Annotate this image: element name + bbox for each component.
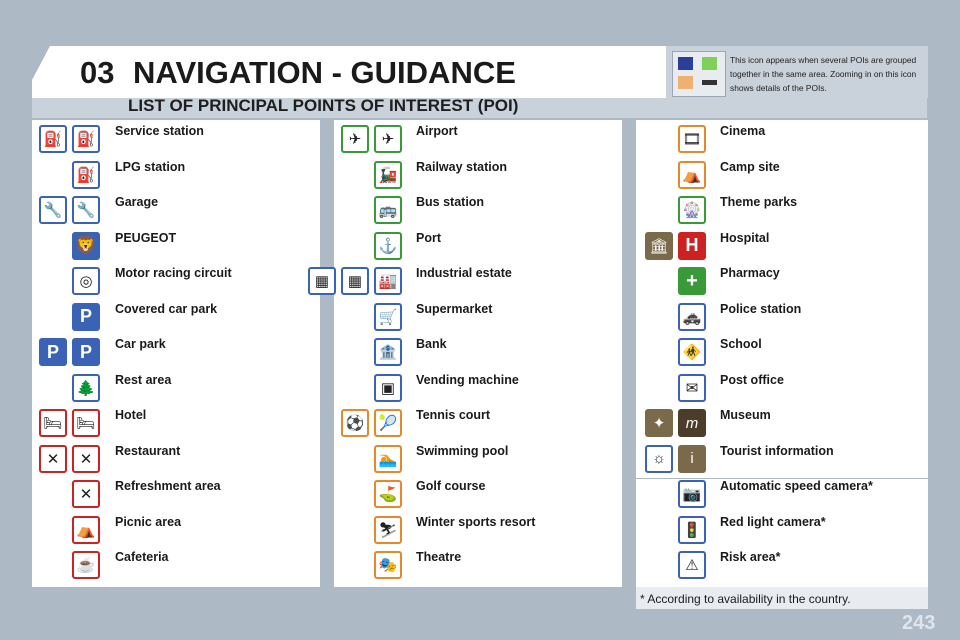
- parking-icon: P: [39, 338, 67, 366]
- poi-row: [32, 443, 320, 479]
- poi-label: LPG station: [115, 159, 186, 174]
- poi-row: [636, 549, 928, 585]
- plane-icon: ✈: [374, 125, 402, 153]
- poi-label: Tourist information: [720, 443, 834, 458]
- cluster-note-text: This icon appears when several POIs are grouped together in the same area. Zooming in on this icon shows details of the POIs.: [730, 55, 917, 93]
- coffee-cup-icon: ☕: [72, 551, 100, 579]
- poi-row: [636, 301, 928, 337]
- poi-label: Theme parks: [720, 195, 798, 209]
- poi-row: [32, 478, 320, 514]
- poi-column-3: [636, 120, 928, 587]
- poi-row: [32, 230, 320, 266]
- poi-row: [32, 336, 320, 372]
- poi-label: Railway station: [416, 159, 507, 174]
- poi-row: [334, 407, 622, 443]
- traffic-light-camera-icon: 🚦: [678, 516, 706, 544]
- poi-label: Car park: [115, 337, 166, 351]
- poi-row: [636, 443, 928, 479]
- poi-label: Pharmacy: [720, 266, 780, 280]
- poi-row: [636, 265, 928, 301]
- poi-row: [334, 514, 622, 550]
- footnote: * According to availability in the country.: [640, 592, 851, 606]
- camp-site-icon: ⛺: [678, 161, 706, 189]
- poi-label: Supermarket: [416, 301, 493, 316]
- poi-label: Hospital: [720, 230, 770, 245]
- poi-label: Post office: [720, 372, 784, 387]
- poi-row: [636, 230, 928, 266]
- lpg-pump-icon: ⛽: [72, 161, 100, 189]
- poi-row: [636, 407, 928, 443]
- museum-icon: m: [678, 409, 706, 437]
- poi-cluster-icon: [672, 51, 726, 97]
- poi-row: [636, 159, 928, 195]
- pharmacy-cross-icon: +: [678, 267, 706, 295]
- vending-machine-icon: ▣: [374, 374, 402, 402]
- poi-row: [314, 265, 622, 301]
- info-icon: i: [678, 445, 706, 473]
- poi-row: [334, 230, 622, 266]
- poi-label: Airport: [416, 124, 458, 138]
- theme-park-icon: 🎡: [678, 196, 706, 224]
- speed-camera-icon: 📷: [678, 480, 706, 508]
- wrench-icon-2: 🔧: [72, 196, 100, 224]
- airport-group-icon: ✈: [341, 125, 369, 153]
- poi-row: [636, 478, 928, 514]
- poi-row: [32, 372, 320, 408]
- poi-label: Garage: [115, 195, 159, 209]
- skier-icon: ⛷: [374, 516, 402, 544]
- poi-row: [32, 514, 320, 550]
- fuel-pump-icon-2: ⛽: [72, 125, 100, 153]
- poi-row: [636, 123, 928, 159]
- fuel-pump-icon: ⛽: [39, 125, 67, 153]
- poi-label: Risk area*: [720, 550, 781, 564]
- poi-label: Tennis court: [416, 408, 491, 422]
- shopping-cart-icon: 🛒: [374, 303, 402, 331]
- poi-row: [334, 123, 622, 159]
- poi-label: Motor racing circuit: [115, 266, 232, 280]
- poi-row: [334, 301, 622, 337]
- cutlery-icon: ✕: [39, 445, 67, 473]
- poi-row: [32, 407, 320, 443]
- poi-label: Service station: [115, 124, 204, 138]
- poi-row: [32, 549, 320, 585]
- covered-parking-icon: P: [72, 303, 100, 331]
- poi-row: [32, 194, 320, 230]
- poi-label: Port: [416, 230, 441, 245]
- poi-label: Hotel: [115, 408, 147, 422]
- poi-label: Bank: [416, 337, 447, 351]
- section-subtitle: LIST OF PRINCIPAL POINTS OF INTEREST (POI): [128, 96, 519, 115]
- poi-row: [32, 301, 320, 337]
- golfer-icon: ⛳: [374, 480, 402, 508]
- bank-icon: 🏦: [374, 338, 402, 366]
- poi-row: [334, 443, 622, 479]
- poi-label: Winter sports resort: [416, 514, 536, 529]
- poi-label: Museum: [720, 408, 771, 422]
- tourism-group-icon: ✦: [645, 409, 673, 437]
- factory-icon: 🏭: [374, 267, 402, 295]
- wrench-icon: 🔧: [39, 196, 67, 224]
- poi-row: [636, 336, 928, 372]
- bus-icon: 🚌: [374, 196, 402, 224]
- refreshment-icon: ✕: [72, 480, 100, 508]
- poi-row: [334, 478, 622, 514]
- police-icon: 🚓: [678, 303, 706, 331]
- poi-row: [32, 123, 320, 159]
- poi-label: Restaurant: [115, 443, 181, 458]
- poi-row: [32, 265, 320, 301]
- page-number: 243: [902, 612, 936, 634]
- industrial-group-icon: ▦: [308, 267, 336, 295]
- page-title: NAVIGATION - GUIDANCE: [133, 55, 516, 90]
- camera-divider: [636, 478, 928, 479]
- poi-row: [636, 194, 928, 230]
- poi-row: [334, 336, 622, 372]
- poi-label: Police station: [720, 301, 802, 316]
- poi-label: Cinema: [720, 124, 766, 138]
- poi-label: Refreshment area: [115, 479, 221, 493]
- poi-row: [636, 514, 928, 550]
- poi-row: [334, 194, 622, 230]
- poi-label: School: [720, 337, 762, 351]
- poi-row: [334, 549, 622, 585]
- poi-row: [32, 159, 320, 195]
- poi-label: Picnic area: [115, 514, 182, 529]
- poi-column-2: [314, 120, 622, 587]
- race-circuit-icon: ◎: [72, 267, 100, 295]
- theatre-icon: 🎭: [374, 551, 402, 579]
- poi-label: Covered car park: [115, 301, 218, 316]
- film-icon: 🎞: [678, 125, 706, 153]
- poi-label: PEUGEOT: [115, 230, 177, 245]
- poi-row: [334, 372, 622, 408]
- poi-row: [636, 372, 928, 408]
- swimmer-icon: 🏊: [374, 445, 402, 473]
- poi-label: Theatre: [416, 550, 462, 564]
- train-icon: 🚂: [374, 161, 402, 189]
- trees-icon: 🌲: [72, 374, 100, 402]
- peugeot-lion-icon: 🦁: [72, 232, 100, 260]
- poi-label: Rest area: [115, 372, 172, 387]
- poi-label: Swimming pool: [416, 443, 509, 458]
- tennis-icon: 🎾: [374, 409, 402, 437]
- poi-label: Golf course: [416, 479, 486, 493]
- school-children-icon: 🚸: [678, 338, 706, 366]
- tourist-group-icon: ☼: [645, 445, 673, 473]
- poi-label: Bus station: [416, 195, 485, 209]
- ship-icon: ⚓: [374, 232, 402, 260]
- cutlery-icon-2: ✕: [72, 445, 100, 473]
- poi-label: Automatic speed camera*: [720, 479, 873, 493]
- sport-group-icon: ⚽: [341, 409, 369, 437]
- hospital-icon: H: [678, 232, 706, 260]
- bed-icon: 🛏: [39, 409, 67, 437]
- public-building-icon: 🏛: [645, 232, 673, 260]
- poi-label: Red light camera*: [720, 514, 826, 529]
- envelope-icon: ✉: [678, 374, 706, 402]
- poi-label: Vending machine: [416, 372, 519, 387]
- bed-icon-2: 🛏: [72, 409, 100, 437]
- parking-icon-2: P: [72, 338, 100, 366]
- industrial-group-icon-2: ▦: [341, 267, 369, 295]
- poi-row: [334, 159, 622, 195]
- poi-label: Industrial estate: [416, 266, 512, 280]
- warning-triangle-icon: ⚠: [678, 551, 706, 579]
- poi-label: Cafeteria: [115, 550, 169, 564]
- poi-label: Camp site: [720, 159, 780, 174]
- poi-column-1: [32, 120, 320, 587]
- chapter-number: 03: [80, 55, 115, 90]
- picnic-icon: ⛺: [72, 516, 100, 544]
